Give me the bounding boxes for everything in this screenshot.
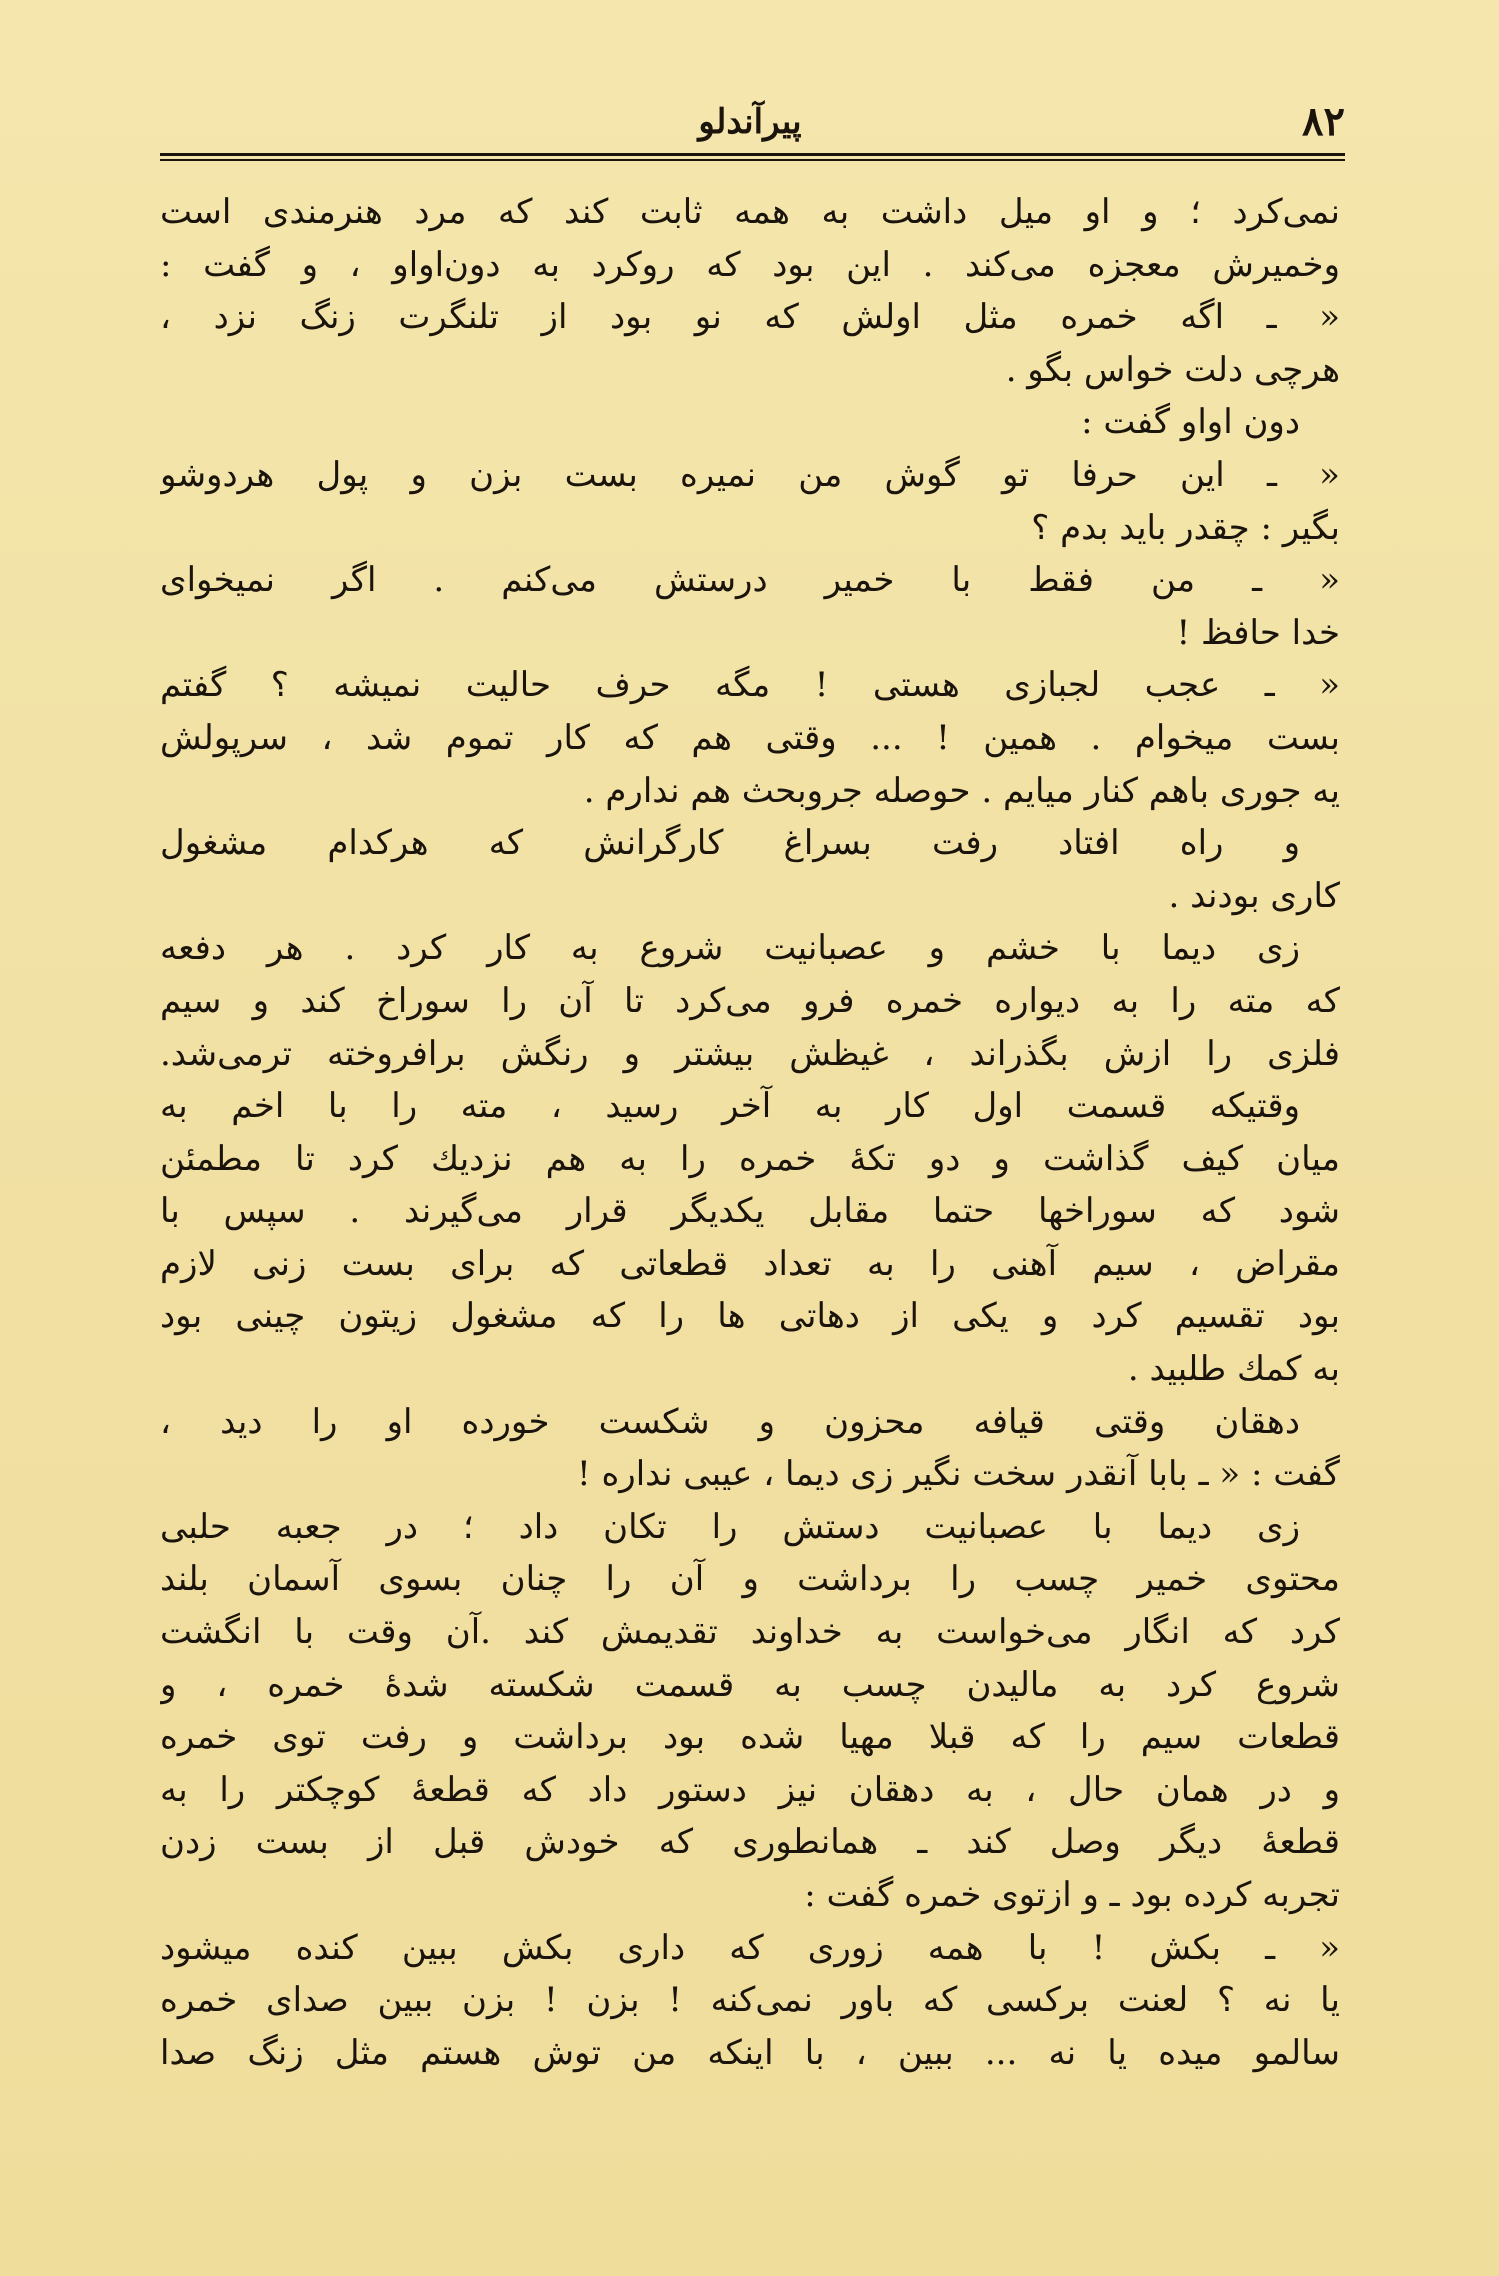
text-line: « ـ این حرفا تو گوش من نمیره بست بزن و پول هردوشو (160, 454, 1340, 495)
text-line: وخمیرش معجزه می‌کند . این بود که روکرد به دون‌اواو ، و گفت : (160, 244, 1340, 285)
text-line: « ـ بکش ! با همه زوری که داری بکش ببین کنده میشود (160, 1927, 1340, 1968)
text-line: وقتیکه قسمت اول کار به آخر رسید ، مته را با اخم به (160, 1086, 1300, 1127)
text-line: هرچی دلت خواس بگو . (1005, 349, 1340, 390)
text-line: میان کیف گذاشت و دو تکهٔ خمره را به هم نزدیك کرد تا مطمئن (160, 1138, 1340, 1179)
text-line: بگیر : چقدر باید بدم ؟ (1031, 507, 1340, 548)
text-line: دون اواو گفت : (1081, 402, 1300, 443)
body-text (160, 186, 1340, 2079)
running-head (155, 98, 1345, 146)
text-line: یه جوری باهم کنار میایم . حوصله جروبحث هم ندارم . (583, 770, 1340, 811)
text-line: و در همان حال ، به دهقان نیز دستور داد که قطعهٔ کوچکتر را به (160, 1769, 1340, 1810)
book-title: پیرآندلو (698, 102, 802, 142)
text-line: بود تقسیم کرد و یکی از دهاتی ها را که مشغول زیتون چینی بود (160, 1296, 1340, 1337)
text-line: نمی‌کرد ؛ و او میل داشت به همه ثابت کند که مرد هنرمندی است (160, 192, 1340, 232)
text-line: یا نه ؟ لعنت برکسی که باور نمی‌کنه ! بزن ! بزن ببین صدای خمره (160, 1980, 1340, 2021)
text-line: خدا حافظ ! (1176, 612, 1340, 653)
text-line: « ـ عجب لجبازی هستی ! مگه حرف حالیت نمیشه ؟ گفتم (160, 665, 1340, 706)
text-line: زی دیما با عصبانیت دستش را تکان داد ؛ در جعبه حلبی (160, 1506, 1300, 1547)
text-line: که مته را به دیواره خمره فرو می‌کرد تا آن را سوراخ کند و سیم (160, 980, 1340, 1021)
text-line: دهقان وقتی قیافه محزون و شکست خورده او را دید ، (160, 1401, 1300, 1442)
text-line: زی دیما با خشم و عصبانیت شروع به کار کرد . هر دفعه (160, 928, 1300, 969)
text-line: « ـ اگه خمره مثل اولش که نو بود از تلنگرت زنگ نزد ، (160, 297, 1340, 338)
text-line: کرد که انگار می‌خواست به خداوند تقدیمش کند .آن وقت با انگشت (160, 1612, 1340, 1653)
text-line: قطعات سیم را که قبلا مهیا شده بود برداشت و رفت توی خمره (160, 1717, 1340, 1758)
text-line: محتوی خمیر چسب را برداشت و آن را چنان بسوی آسمان بلند (160, 1559, 1340, 1600)
text-line: گفت : « ـ بابا آنقدر سخت نگیر زی دیما ، عیبی نداره ! (576, 1454, 1340, 1495)
page-number: ٨٢ (1302, 98, 1345, 145)
text-line: فلزی را ازش بگذراند ، غیظش بیشتر و رنگش برافروخته ترمی‌شد. (160, 1033, 1340, 1074)
text-line: و راه افتاد رفت بسراغ کارگرانش که هرکدام مشغول (160, 823, 1300, 864)
text-line: سالمو میده یا نه ... ببین ، با اینکه من توش هستم مثل زنگ صدا (160, 2032, 1340, 2073)
text-line: قطعهٔ دیگر وصل کند ـ همانطوری که خودش قبل از بست زدن (160, 1822, 1340, 1863)
text-line: مقراض ، سیم آهنی را به تعداد قطعاتی که برای بست زنی لازم (160, 1243, 1340, 1284)
text-line: بست میخوام . همین ! ... وقتی هم که کار تموم شد ، سرپولش (160, 717, 1340, 758)
text-line: شود که سوراخها حتما مقابل یکدیگر قرار می‌گیرند . سپس با (160, 1191, 1340, 1232)
header-rule (160, 153, 1345, 161)
text-line: کاری بودند . (1168, 875, 1340, 916)
text-line: تجربه کرده بود ـ و ازتوی خمره گفت : (804, 1875, 1340, 1915)
text-line: به کمك طلبید . (1127, 1349, 1340, 1390)
text-line: « ـ من فقط با خمیر درستش می‌کنم . اگر نمیخوای (160, 560, 1340, 601)
text-line: شروع کرد به مالیدن چسب به قسمت شکسته شدهٔ خمره ، و (160, 1664, 1340, 1705)
